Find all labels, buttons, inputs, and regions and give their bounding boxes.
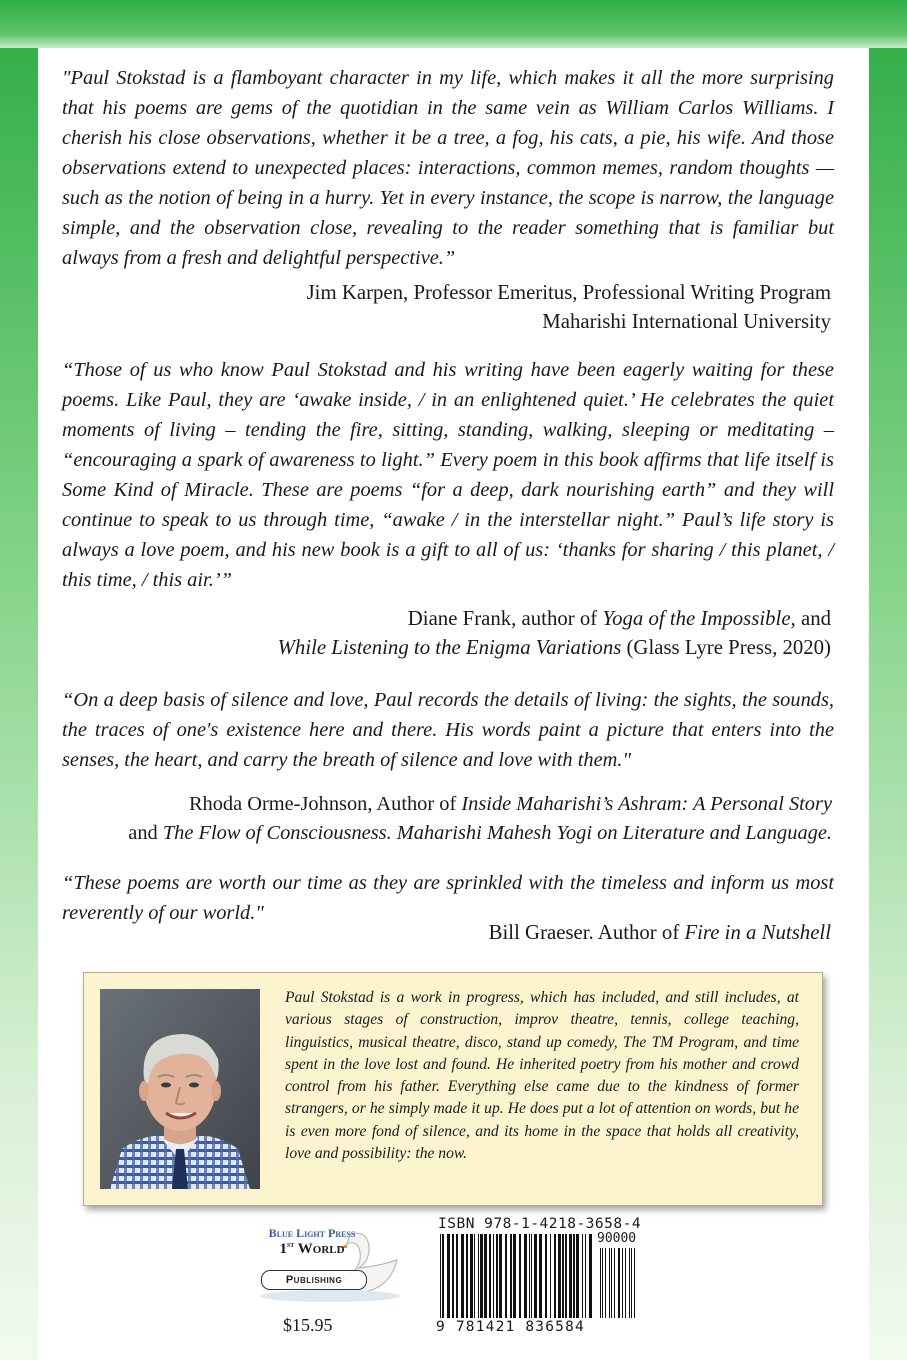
barcode-bar — [499, 1234, 502, 1318]
barcode-bar — [480, 1234, 483, 1318]
attribution-text: Diane Frank, author of — [407, 607, 603, 630]
publisher-line-3: Publishing — [261, 1270, 367, 1290]
book-title: The Flow of Consciousness. Maharishi Mahesh Yogi on Literature and Language. — [162, 822, 832, 844]
barcode-bar — [634, 1248, 635, 1318]
barcode-bar — [461, 1234, 464, 1318]
isbn-addon-digits: 90000 — [597, 1231, 637, 1246]
price: $15.95 — [283, 1315, 333, 1335]
barcode-bar — [478, 1234, 479, 1318]
blurb-quote-4: “These poems are worth our time as they are sprinkled with the timeless and inform us most reverently of our world." — [62, 872, 834, 924]
left-green-border — [0, 0, 38, 1360]
author-bio-text: Paul Stokstad is a work in progress, which has included, and still includes, at various stages of construction, improv theatre, tennis, college teaching, linguistics, musical theatre, disco, stand up comedy, The TM Program, and time spent in the love lost and found. He inherited poetry from his mother and crowd control from his father. Everything else came due to the kindness of former strangers, or he simply made it up. He does put a lot of attention on words, but he is even more fond of silence, and its home in the space that holds all creativity, love and possibility: the now. — [285, 989, 799, 1163]
blurb-quote-3: “On a deep basis of silence and love, Paul records the details of living: the sights, the sounds, the traces of one's existence here and there. His words paint a picture that enters into the senses, the heart, and carry the breath of silence and love with them." — [62, 689, 834, 771]
barcode-bar — [589, 1234, 592, 1318]
barcode-bar — [519, 1234, 521, 1318]
barcode-bar — [631, 1248, 632, 1318]
barcode-bar — [452, 1234, 454, 1318]
barcode-bar — [629, 1248, 630, 1318]
publisher-word: World — [297, 1241, 345, 1257]
barcode-bar — [505, 1234, 507, 1318]
barcode-bar — [625, 1248, 626, 1318]
barcode-bar — [605, 1248, 606, 1318]
barcode-bar — [470, 1234, 473, 1318]
barcode-bar — [562, 1234, 564, 1318]
barcode-bar — [609, 1248, 610, 1318]
publisher-logo — [255, 1226, 405, 1306]
barcode-bar — [569, 1234, 572, 1318]
barcode-bar — [554, 1234, 556, 1318]
book-title: Fire in a Nutshell — [684, 921, 831, 944]
barcode-bar — [496, 1234, 498, 1318]
publisher-ordinal: st — [286, 1240, 295, 1249]
barcode-bar — [440, 1234, 441, 1318]
barcode-bar — [622, 1248, 623, 1318]
attribution-text: and — [128, 822, 163, 844]
barcode-bar — [534, 1234, 537, 1318]
barcode-bar — [510, 1234, 512, 1318]
barcode-bar — [493, 1234, 494, 1318]
attribution-line: Maharishi International University — [542, 310, 831, 333]
top-green-band — [0, 0, 907, 48]
barcode-bar — [600, 1248, 601, 1318]
author-bio-box — [83, 972, 823, 1206]
barcode-bar — [531, 1234, 532, 1318]
isbn-label: ISBN 978-1-4218-3658-4 — [438, 1216, 642, 1232]
barcode-bar — [442, 1234, 444, 1318]
attribution-text: Bill Graeser. Author of — [488, 921, 685, 944]
barcode-bar — [614, 1248, 615, 1318]
author-portrait — [100, 989, 260, 1189]
publisher-number: 1 — [279, 1241, 287, 1257]
barcode-bar — [484, 1234, 487, 1318]
barcode-bar — [447, 1234, 450, 1318]
barcode-bar — [565, 1234, 567, 1318]
barcode-bar — [456, 1234, 458, 1318]
barcode-bar — [611, 1248, 612, 1318]
barcode-bar — [576, 1234, 579, 1318]
right-green-border — [869, 0, 907, 1360]
book-title: While Listening to the Enigma Variations — [277, 636, 622, 659]
barcode-bar — [466, 1234, 468, 1318]
blurb-attribution-1 — [71, 278, 831, 336]
barcode-bar — [582, 1234, 583, 1318]
barcode-bar — [545, 1234, 547, 1318]
barcode-bar — [539, 1234, 542, 1318]
author-photo — [100, 989, 260, 1189]
barcode-bar — [618, 1248, 620, 1318]
barcode-bar — [573, 1234, 575, 1318]
blurb-attribution-4 — [71, 918, 831, 947]
blurb-quote-1: "Paul Stokstad is a flamboyant character in my life, which makes it all the more surprising that his poems are gems of the quotidian in the same vein as William Carlos Williams. I cherish his close observations, whether it be a tree, a fog, his cats, a pie, his wife. And those observations extend to unexpected places: interactions, common memes, random thoughts — such as the notion of being in a hurry. Yet in every instance, the scope is narrow, the language simple, and the observation close, revealing to the reader something that is familiar but always from a fresh and delightful perspective.” — [62, 67, 834, 269]
attribution-line: Jim Karpen, Professor Emeritus, Professional Writing Program — [306, 281, 831, 304]
blurb-attribution-2 — [71, 604, 831, 662]
book-title: Yoga of the Impossible, — [602, 607, 796, 630]
attribution-text: (Glass Lyre Press, 2020) — [621, 636, 831, 659]
blurb-attribution-3 — [52, 790, 832, 848]
price-addon-barcode — [600, 1248, 640, 1318]
barcode-bar — [529, 1234, 530, 1318]
barcode-bar — [474, 1234, 475, 1318]
isbn-barcode — [440, 1234, 595, 1318]
barcode-bar — [602, 1248, 603, 1318]
barcode-bar — [558, 1234, 561, 1318]
barcode-bar — [524, 1234, 527, 1318]
barcode-bar — [513, 1234, 516, 1318]
attribution-text: Rhoda Orme-Johnson, Author of — [188, 793, 462, 815]
publisher-line-2 — [257, 1240, 367, 1258]
book-title: Inside Maharishi’s Ashram: A Personal Story — [461, 793, 832, 815]
blurb-quote-2: “Those of us who know Paul Stokstad and his writing have been eagerly waiting for these poems. Like Paul, they are ‘awake inside, / in an enlightened quiet.’ He celebrates the quiet moments of living – tending the fire, sitting, standing, walking, sleeping or meditating – “encouraging a spark of awareness to light.” Every poem in this book affirms that life itself is Some Kind of Miracle. These are poems “for a deep, dark nourishing earth” and they will continue to speak to us through time, “awake / in the interstellar night.” Paul’s life story is always a love poem, and his new book is a gift to all of us: ‘thanks for sharing / this planet, / this time, / this air.’” — [62, 359, 834, 591]
barcode-bar — [585, 1234, 586, 1318]
ean-digits: 9 781421 836584 — [436, 1319, 585, 1335]
attribution-text: and — [795, 607, 831, 630]
barcode-bar — [550, 1234, 551, 1318]
publisher-line-1: Blue Light Press — [268, 1226, 356, 1240]
barcode-bar — [489, 1234, 491, 1318]
